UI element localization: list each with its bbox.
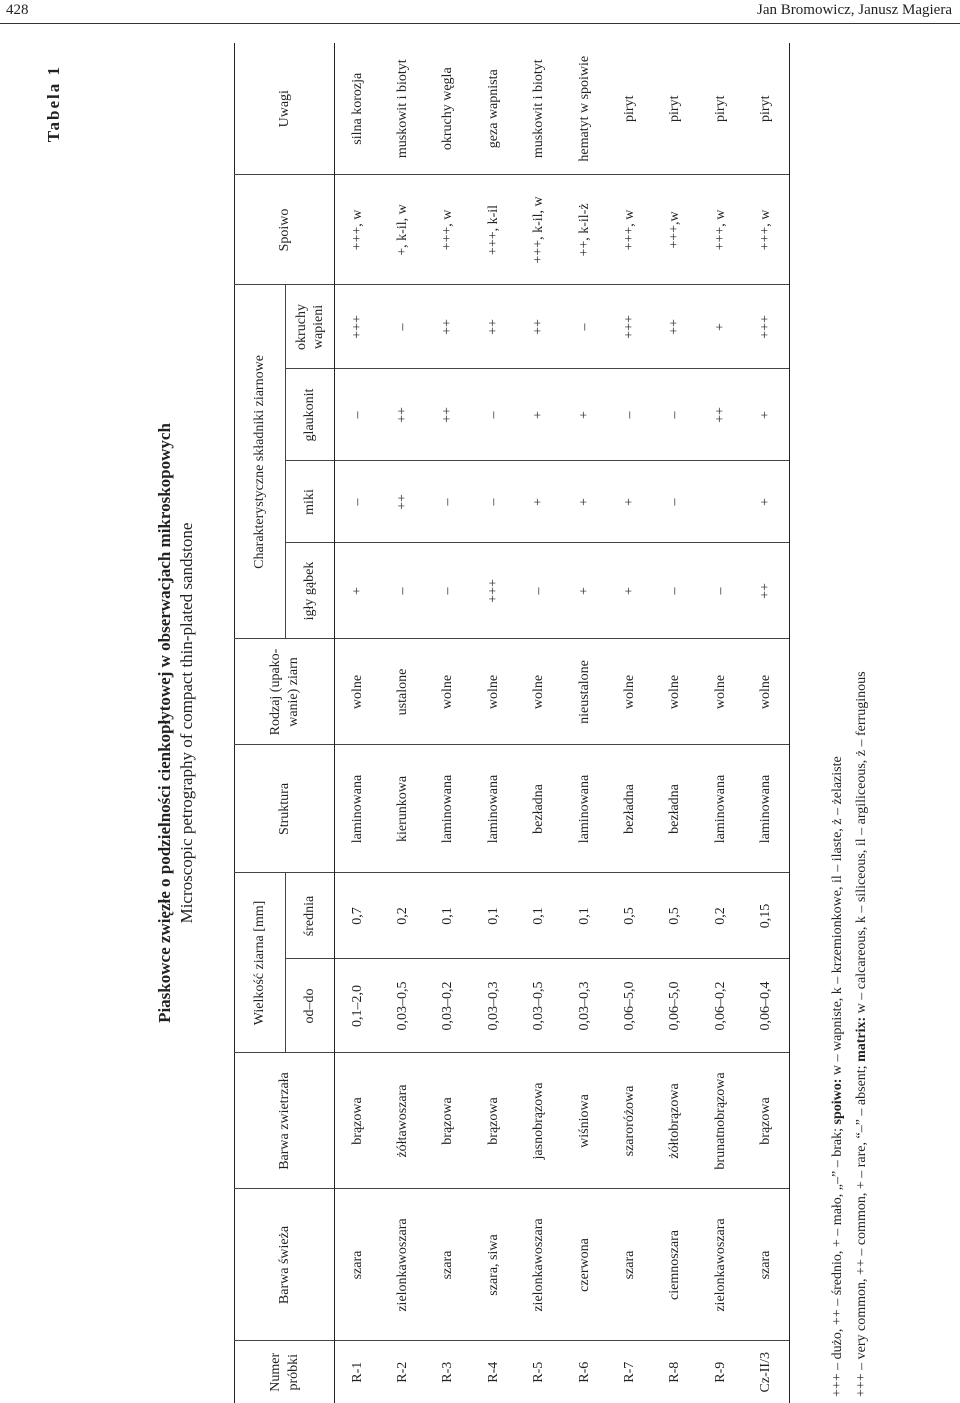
cell-glauconite: ++ [380,369,425,461]
cell-glauconite: + [562,369,607,461]
cell-packing: wolne [698,639,743,745]
cell-sponge-spicules: + [562,543,607,639]
cell-packing: wolne [517,639,562,745]
cell-limestone-fragments: +++ [607,285,652,369]
cell-packing: wolne [426,639,471,745]
cell-remarks: hematyt w spoiwie [562,43,607,175]
cell-limestone-fragments: ++ [426,285,471,369]
cell-grain-mean: 0,5 [653,873,698,959]
cell-grain-range: 0,06–0,2 [698,959,743,1053]
cell-glauconite: ++ [698,369,743,461]
caption-polish: Piaskowce zwięzłe o podzielności cienkopłytowej w obserwacjach mikroskopowych [155,423,174,1023]
header-matrix: Spoiwo [235,175,335,285]
cell-remarks: geza wapnista [471,43,516,175]
cell-micas: – [653,461,698,543]
cell-limestone-fragments: +++ [335,285,381,369]
cell-fresh-color: czerwona [562,1189,607,1341]
cell-grain-mean: 0,2 [380,873,425,959]
footnote-english-matrix-label: matrix: [854,1016,869,1062]
running-head-authors: Jan Bromowicz, Janusz Magiera [757,2,952,18]
caption-english: Microscopic petrography of compact thin-plated sandstone [177,522,196,924]
cell-remarks: piryt [698,43,743,175]
table-row [426,43,471,1403]
cell-limestone-fragments: +++ [744,285,790,369]
cell-fresh-color: szara [335,1189,381,1341]
table-row [698,43,743,1403]
running-head [0,0,960,24]
cell-sample-number: R-2 [380,1341,425,1403]
cell-sponge-spicules: +++ [471,543,516,639]
cell-sample-number: R-5 [517,1341,562,1403]
cell-structure: laminowana [426,745,471,873]
cell-remarks: piryt [653,43,698,175]
cell-weathered-color: żółtawoszara [380,1053,425,1189]
cell-sample-number: R-4 [471,1341,516,1403]
cell-remarks: silna korozja [335,43,381,175]
footnote-polish [830,756,846,1397]
cell-limestone-fragments: + [698,285,743,369]
cell-packing: wolne [653,639,698,745]
cell-micas: – [471,461,516,543]
header-grain-mean: średnia [286,873,335,959]
table-row [471,43,516,1403]
cell-micas [698,461,743,543]
table-row [380,43,425,1403]
cell-limestone-fragments: – [380,285,425,369]
cell-matrix: +++, w [698,175,743,285]
cell-structure: kierunkowa [380,745,425,873]
cell-structure: bezładna [653,745,698,873]
cell-grain-range: 0,03–0,5 [517,959,562,1053]
cell-packing: wolne [607,639,652,745]
cell-grain-mean: 0,7 [335,873,381,959]
cell-weathered-color: brunatnobrązowa [698,1053,743,1189]
cell-glauconite: – [653,369,698,461]
cell-structure: laminowana [698,745,743,873]
table-row [653,43,698,1403]
cell-sponge-spicules: – [698,543,743,639]
cell-fresh-color: zielonkawoszara [517,1189,562,1341]
cell-sample-number: Cz-II/3 [744,1341,790,1403]
cell-structure: bezładna [517,745,562,873]
cell-grain-range: 0,1–2,0 [335,959,381,1053]
cell-sample-number: R-9 [698,1341,743,1403]
cell-grain-range: 0,03–0,2 [426,959,471,1053]
petrography-table [234,43,790,1403]
cell-limestone-fragments: ++ [517,285,562,369]
cell-sponge-spicules: – [380,543,425,639]
cell-structure: bezładna [607,745,652,873]
cell-sponge-spicules: – [426,543,471,639]
header-fresh-color: Barwa świeża [235,1189,335,1341]
cell-micas: + [607,461,652,543]
cell-matrix: +, k-il, w [380,175,425,285]
cell-remarks: piryt [607,43,652,175]
cell-weathered-color: brązowa [335,1053,381,1189]
cell-weathered-color: szaroróżowa [607,1053,652,1189]
cell-structure: laminowana [471,745,516,873]
cell-matrix: ++, k-il-ż [562,175,607,285]
cell-sponge-spicules: ++ [744,543,790,639]
header-micas: miki [286,461,335,543]
table-row [744,43,790,1403]
cell-glauconite: + [517,369,562,461]
cell-micas: ++ [380,461,425,543]
cell-packing: wolne [335,639,381,745]
cell-micas: – [335,461,381,543]
cell-fresh-color: szara [607,1189,652,1341]
cell-weathered-color: brązowa [471,1053,516,1189]
header-remarks: Uwagi [235,43,335,175]
cell-structure: laminowana [562,745,607,873]
cell-glauconite: ++ [426,369,471,461]
footnote-english [854,671,870,1397]
table-label: Tabela 1 [44,65,63,143]
header-grain-size: Wielkość ziarna [mm] [235,873,286,1053]
header-limestone-fragments: okruchy wapieni [286,285,335,369]
header-packing: Rodzaj (upako-wanie) ziarn [235,639,335,745]
cell-micas: – [426,461,471,543]
cell-grain-mean: 0,15 [744,873,790,959]
cell-fresh-color: szara, siwa [471,1189,516,1341]
cell-fresh-color: szara [744,1189,790,1341]
rotated-table-page [0,43,940,1403]
cell-structure: laminowana [335,745,381,873]
cell-fresh-color: zielonkawoszara [698,1189,743,1341]
cell-sample-number: R-1 [335,1341,381,1403]
cell-fresh-color: zielonkawoszara [380,1189,425,1341]
cell-glauconite: – [335,369,381,461]
cell-grain-range: 0,06–5,0 [607,959,652,1053]
cell-sample-number: R-8 [653,1341,698,1403]
cell-grain-range: 0,06–5,0 [653,959,698,1053]
cell-weathered-color: jasnobrązowa [517,1053,562,1189]
cell-sample-number: R-3 [426,1341,471,1403]
cell-packing: wolne [744,639,790,745]
cell-matrix: +++, k-il, w [517,175,562,285]
cell-matrix: +++, k-il [471,175,516,285]
cell-grain-range: 0,03–0,3 [562,959,607,1053]
header-rule [0,23,960,24]
cell-sample-number: R-7 [607,1341,652,1403]
cell-packing: wolne [471,639,516,745]
cell-limestone-fragments: – [562,285,607,369]
footnote-polish-matrix-label: spoiwo: [830,1078,845,1125]
cell-matrix: +++, w [607,175,652,285]
cell-sponge-spicules: – [653,543,698,639]
page-number: 428 [6,2,29,18]
cell-sample-number: R-6 [562,1341,607,1403]
cell-grain-range: 0,03–0,5 [380,959,425,1053]
cell-glauconite: – [471,369,516,461]
cell-grain-mean: 0,5 [607,873,652,959]
cell-grain-range: 0,06–0,4 [744,959,790,1053]
table-row [517,43,562,1403]
cell-grain-mean: 0,1 [517,873,562,959]
footnote-polish-matrix-codes: w – wapniste, k – krzemionkowe, il – ilaste, ż – żelaziste [830,756,845,1079]
cell-remarks: okruchy węgla [426,43,471,175]
header-sample-number: Numer próbki [235,1341,335,1403]
footnote-polish-scale: +++ – dużo, ++ – średnio, + – mało, „–” – brak; [830,1124,845,1397]
cell-remarks: muskowit i biotyt [380,43,425,175]
cell-grain-mean: 0,2 [698,873,743,959]
header-grain-range: od–do [286,959,335,1053]
cell-sponge-spicules: + [607,543,652,639]
header-components: Charakterystyczne składniki ziarnowe [235,285,286,639]
header-glauconite: glaukonit [286,369,335,461]
cell-sponge-spicules: + [335,543,381,639]
cell-grain-mean: 0,1 [562,873,607,959]
cell-weathered-color: brązowa [744,1053,790,1189]
cell-grain-range: 0,03–0,3 [471,959,516,1053]
table-body [335,43,790,1403]
cell-micas: + [562,461,607,543]
table-row [607,43,652,1403]
cell-grain-mean: 0,1 [426,873,471,959]
cell-weathered-color: żółtobrązowa [653,1053,698,1189]
header-weathered-color: Barwa zwietrzała [235,1053,335,1189]
cell-limestone-fragments: ++ [471,285,516,369]
cell-packing: nieustalone [562,639,607,745]
cell-micas: + [517,461,562,543]
footnote-english-scale: +++ – very common, ++ – common, + – rare, “–” – absent; [854,1061,869,1397]
cell-micas: + [744,461,790,543]
header-structure: Struktura [235,745,335,873]
table-row [562,43,607,1403]
cell-packing: ustalone [380,639,425,745]
cell-remarks: piryt [744,43,790,175]
cell-matrix: +++, w [744,175,790,285]
cell-limestone-fragments: ++ [653,285,698,369]
footnote-english-matrix-codes: w – calcareous, k – siliceous, il – argiliceous, ż – ferruginous [854,671,869,1017]
cell-glauconite: – [607,369,652,461]
cell-remarks: muskowit i biotyt [517,43,562,175]
cell-grain-mean: 0,1 [471,873,516,959]
cell-sponge-spicules: – [517,543,562,639]
cell-structure: laminowana [744,745,790,873]
cell-weathered-color: brązowa [426,1053,471,1189]
cell-weathered-color: wiśniowa [562,1053,607,1189]
cell-fresh-color: szara [426,1189,471,1341]
cell-matrix: +++, w [335,175,381,285]
cell-glauconite: + [744,369,790,461]
cell-matrix: +++,w [653,175,698,285]
cell-fresh-color: ciemnoszara [653,1189,698,1341]
cell-matrix: +++, w [426,175,471,285]
header-sponge-spicules: igły gąbek [286,543,335,639]
table-row [335,43,381,1403]
